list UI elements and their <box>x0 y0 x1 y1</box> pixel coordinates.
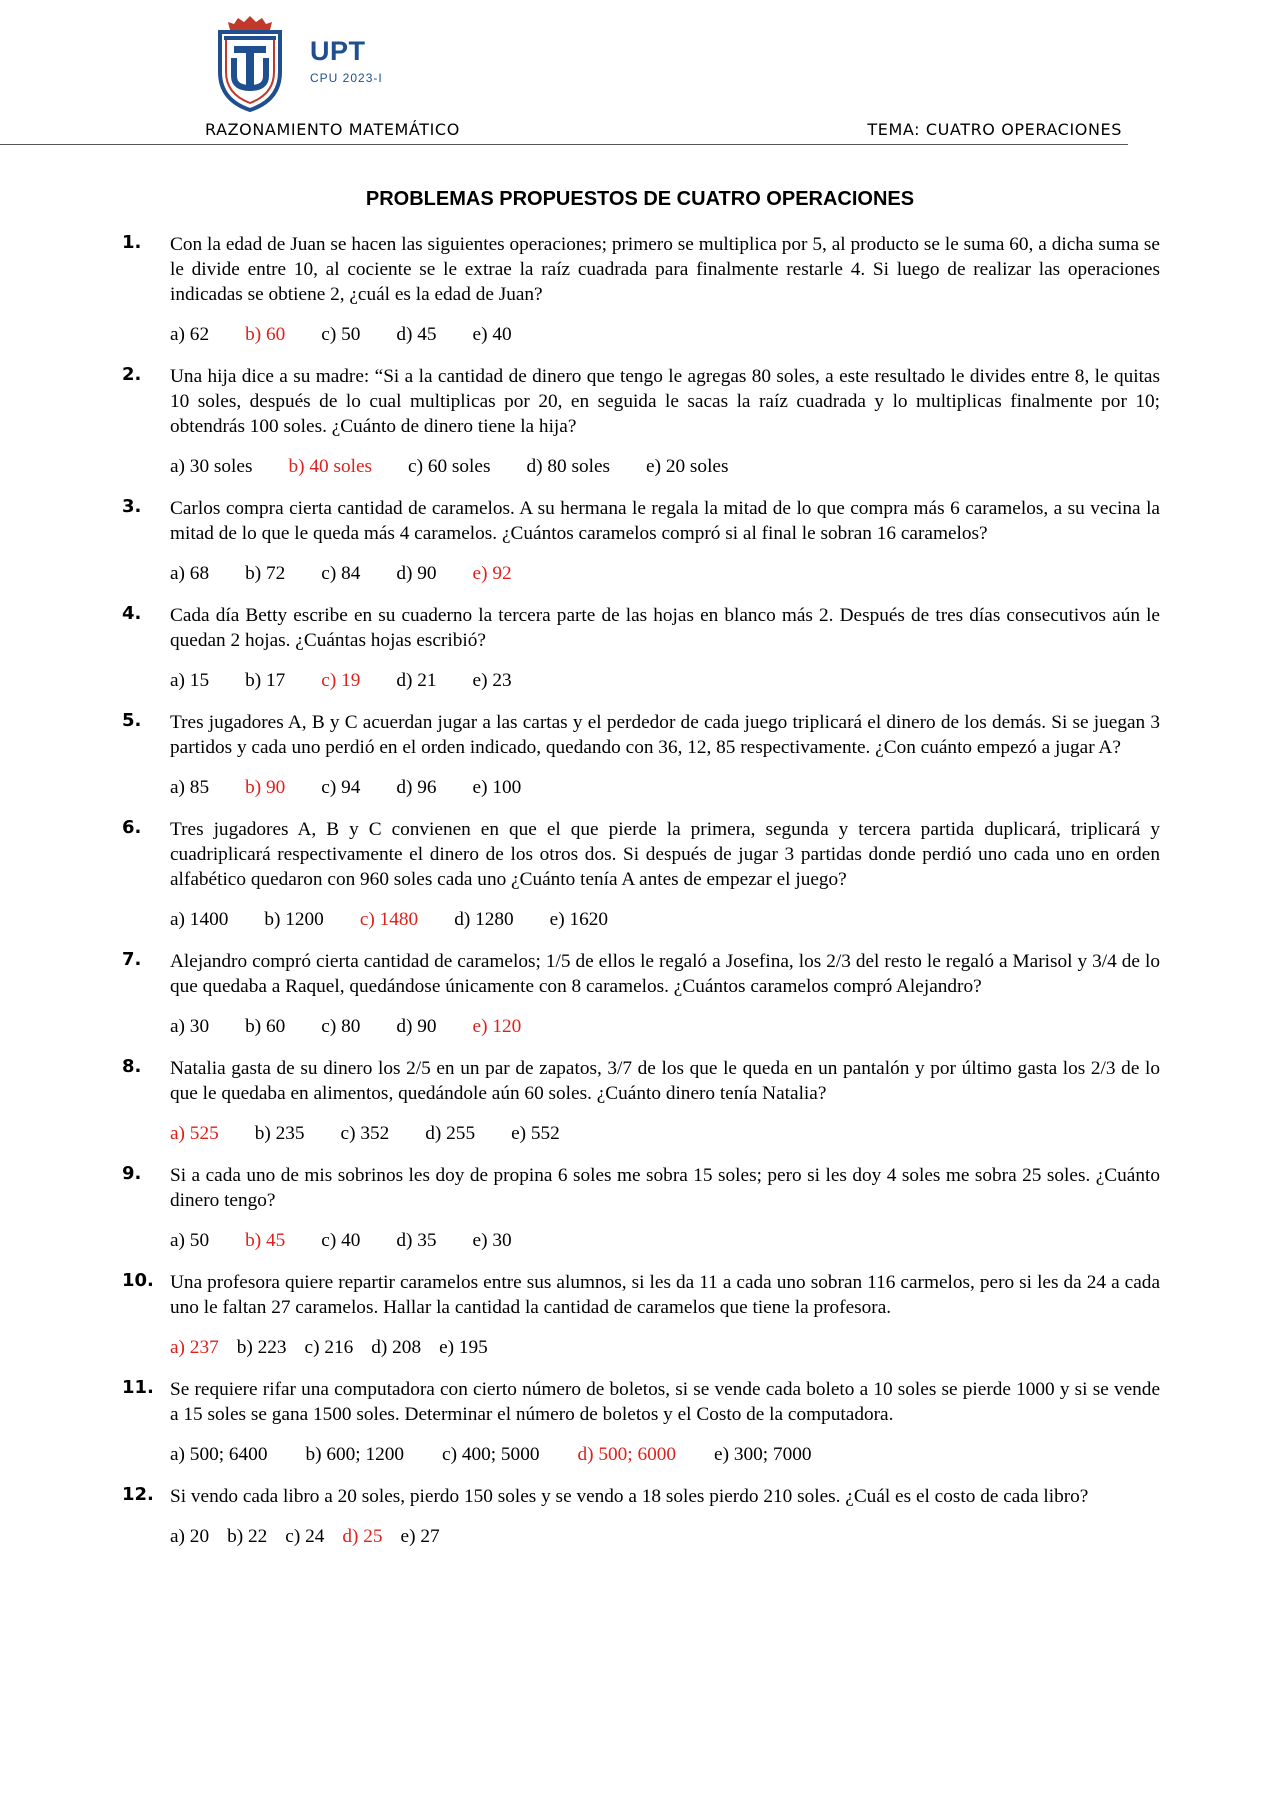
problem-text: Tres jugadores A, B y C acuerdan jugar a las cartas y el perdedor de cada juego triplicará el dinero de los demás. Si se juegan 3 partidos y cada uno perdió en el orden indicado, quedando con 36, 12, 85 respectivamente. ¿Con cuánto empezó a jugar A? <box>170 712 1160 758</box>
answer-option: d) 90 <box>396 563 437 584</box>
problem-number: 9. <box>122 1163 142 1184</box>
brand-title: UPT <box>310 36 366 66</box>
course-name: RAZONAMIENTO MATEMÁTICO <box>205 120 460 139</box>
answer-option: e) 40 <box>472 324 512 345</box>
answer-option: d) 35 <box>396 1230 437 1251</box>
answer-option-correct: b) 45 <box>245 1230 286 1251</box>
answer-option: b) 235 <box>254 1123 305 1144</box>
answer-option: a) 30 soles <box>170 456 253 477</box>
answer-option: c) 84 <box>321 563 361 584</box>
problem-text: Si vendo cada libro a 20 soles, pierdo 150 soles y se vendo a 18 soles pierdo 210 soles. ¿Cuál es el costo de cada libro? <box>170 1486 1089 1507</box>
answer-option: c) 216 <box>304 1337 354 1358</box>
answer-options <box>170 775 1160 800</box>
answer-option: a) 20 <box>170 1526 210 1547</box>
problem-item <box>122 603 1160 693</box>
problem-text: Se requiere rifar una computadora con cierto número de boletos, si se vende cada boleto a 10 soles se pierde 1000 y si se vende a 15 soles se gana 1500 soles. Determinar el número de boletos y el Costo de la computadora. <box>170 1379 1160 1425</box>
problem-text: Una profesora quiere repartir caramelos entre sus alumnos, si les da 11 a cada uno sobran 116 carmelos, pero si les da 24 a cada uno le faltan 27 caramelos. Hallar la cantidad la cantidad de caramelos que tiene la profesora. <box>170 1272 1160 1318</box>
answer-option: b) 1200 <box>264 909 324 930</box>
problem-text: Una hija dice a su madre: “Si a la cantidad de dinero que tengo le agregas 80 soles, a este resultado le divides entre 8, le quitas 10 soles, después de lo cual multiplicas por 20, en seguida le sacas la raíz cuadrada y lo multiplicas finalmente por 10; obtendrás 100 soles. ¿Cuánto de dinero tiene la hija? <box>170 366 1160 437</box>
problem-item <box>122 817 1160 932</box>
header-divider <box>0 144 1128 145</box>
problem-item <box>122 710 1160 800</box>
answer-option: b) 17 <box>245 670 286 691</box>
answer-option: c) 352 <box>340 1123 390 1144</box>
problem-number: 1. <box>122 232 142 253</box>
answer-option-correct: c) 1480 <box>359 909 419 930</box>
problem-text: Tres jugadores A, B y C convienen en que el que pierde la primera, segunda y tercera partida duplicará, triplicará y cuadriplicará respectivamente el dinero de los otros dos. Si después de jugar 3 partidas donde perdió uno cada uno en orden alfabético quedaron con 960 soles cada uno ¿Cuánto tenía A antes de empezar el juego? <box>170 819 1160 890</box>
answer-option: d) 21 <box>396 670 437 691</box>
answer-option: b) 600; 1200 <box>305 1444 405 1465</box>
answer-option: b) 22 <box>227 1526 268 1547</box>
answer-option: e) 552 <box>511 1123 560 1144</box>
answer-option: d) 1280 <box>454 909 514 930</box>
problem-item <box>122 949 1160 1039</box>
answer-option: c) 60 soles <box>408 456 491 477</box>
answer-option: a) 1400 <box>170 909 229 930</box>
problem-number: 12. <box>122 1484 154 1505</box>
problem-item <box>122 1056 1160 1146</box>
answer-option: d) 45 <box>396 324 437 345</box>
answer-option-correct: b) 90 <box>245 777 286 798</box>
answer-option: e) 1620 <box>549 909 609 930</box>
document-title: PROBLEMAS PROPUESTOS DE CUATRO OPERACIONES <box>365 188 915 210</box>
answer-option: c) 50 <box>321 324 361 345</box>
problem-number: 10. <box>122 1270 154 1291</box>
answer-option: b) 72 <box>245 563 286 584</box>
problem-item <box>122 496 1160 586</box>
answer-option: d) 255 <box>425 1123 476 1144</box>
answer-option-correct: a) 237 <box>170 1337 219 1358</box>
answer-option: d) 80 soles <box>526 456 611 477</box>
problem-number: 7. <box>122 949 142 970</box>
answer-option: b) 223 <box>236 1337 287 1358</box>
upt-crest-logo <box>210 14 290 114</box>
answer-option: a) 85 <box>170 777 210 798</box>
page-header <box>0 0 1280 150</box>
answer-options <box>170 907 1160 932</box>
answer-option: e) 195 <box>439 1337 488 1358</box>
topic-name: TEMA: CUATRO OPERACIONES <box>867 120 1122 139</box>
problem-number: 2. <box>122 364 142 385</box>
answer-options <box>170 1121 1160 1146</box>
answer-option-correct: e) 120 <box>472 1016 522 1037</box>
problem-item <box>122 232 1160 347</box>
problem-text: Si a cada uno de mis sobrinos les doy de propina 6 soles me sobra 15 soles; pero si les doy 4 soles me sobra 25 soles. ¿Cuánto dinero tengo? <box>170 1165 1160 1211</box>
answer-option: d) 208 <box>371 1337 422 1358</box>
problem-text: Cada día Betty escribe en su cuaderno la tercera parte de las hojas en blanco más 2. Después de tres días consecutivos aún le quedan 2 hojas. ¿Cuántas hojas escribió? <box>170 605 1160 651</box>
brand-subtitle: CPU 2023-I <box>310 71 383 85</box>
answer-option: d) 90 <box>396 1016 437 1037</box>
answer-option-correct: a) 525 <box>170 1123 219 1144</box>
problem-text: Carlos compra cierta cantidad de caramelos. A su hermana le regala la mitad de lo que compra más 6 caramelos, a su vecina la mitad de lo que le queda más 4 caramelos. ¿Cuántos caramelos compró si al final le sobran 16 caramelos? <box>170 498 1160 544</box>
answer-option-correct: d) 25 <box>342 1526 383 1547</box>
problem-number: 6. <box>122 817 142 838</box>
answer-option: a) 15 <box>170 670 210 691</box>
answer-options <box>170 1014 1160 1039</box>
answer-option: a) 62 <box>170 324 210 345</box>
problem-number: 3. <box>122 496 142 517</box>
answer-option: a) 30 <box>170 1016 210 1037</box>
answer-options <box>170 1335 1160 1360</box>
answer-option-correct: b) 60 <box>245 324 286 345</box>
problem-item <box>122 1270 1160 1360</box>
answer-option: e) 27 <box>400 1526 440 1547</box>
problem-text: Con la edad de Juan se hacen las siguientes operaciones; primero se multiplica por 5, al producto se le suma 60, a dicha suma se le divide entre 10, al cociente se le extrae la raíz cuadrada para finalmente restarle 4. Si luego de realizar las operaciones indicadas se obtiene 2, ¿cuál es la edad de Juan? <box>170 234 1160 305</box>
answer-options <box>170 322 1160 347</box>
problem-item <box>122 1484 1160 1549</box>
problem-number: 11. <box>122 1377 154 1398</box>
answer-options <box>170 1442 1160 1467</box>
answer-option: e) 100 <box>472 777 522 798</box>
answer-option: e) 300; 7000 <box>714 1444 812 1465</box>
problem-item <box>122 364 1160 479</box>
problem-list <box>122 232 1160 1566</box>
answer-option: e) 23 <box>472 670 512 691</box>
answer-option: e) 30 <box>472 1230 512 1251</box>
answer-option: c) 80 <box>321 1016 361 1037</box>
problem-item <box>122 1163 1160 1253</box>
answer-option: c) 400; 5000 <box>442 1444 540 1465</box>
answer-option: c) 40 <box>321 1230 361 1251</box>
answer-options <box>170 668 1160 693</box>
answer-option: e) 20 soles <box>646 456 729 477</box>
answer-option: a) 50 <box>170 1230 210 1251</box>
answer-option: b) 60 <box>245 1016 286 1037</box>
brand <box>310 36 383 85</box>
answer-option: a) 68 <box>170 563 210 584</box>
answer-option: d) 96 <box>396 777 437 798</box>
problem-text: Alejandro compró cierta cantidad de caramelos; 1/5 de ellos le regaló a Josefina, los 2/3 del resto le regaló a Marisol y 3/4 de lo que quedaba a Raquel, quedándose únicamente con 8 caramelos. ¿Cuántos caramelos compró Alejandro? <box>170 951 1160 997</box>
answer-option-correct: e) 92 <box>472 563 512 584</box>
answer-option: c) 94 <box>321 777 361 798</box>
answer-options <box>170 454 1160 479</box>
problem-number: 8. <box>122 1056 142 1077</box>
problem-item <box>122 1377 1160 1467</box>
answer-option: c) 24 <box>285 1526 325 1547</box>
answer-options <box>170 1524 1160 1549</box>
problem-text: Natalia gasta de su dinero los 2/5 en un par de zapatos, 3/7 de los que le queda en un pantalón y por último gasta los 2/3 de lo que le quedaba en alimentos, quedándole aún 60 soles. ¿Cuánto dinero tenía Natalia? <box>170 1058 1160 1104</box>
answer-options <box>170 1228 1160 1253</box>
problem-number: 4. <box>122 603 142 624</box>
answer-option-correct: b) 40 soles <box>288 456 373 477</box>
answer-option: a) 500; 6400 <box>170 1444 268 1465</box>
answer-option-correct: d) 500; 6000 <box>577 1444 677 1465</box>
problem-number: 5. <box>122 710 142 731</box>
answer-option-correct: c) 19 <box>321 670 361 691</box>
answer-options <box>170 561 1160 586</box>
